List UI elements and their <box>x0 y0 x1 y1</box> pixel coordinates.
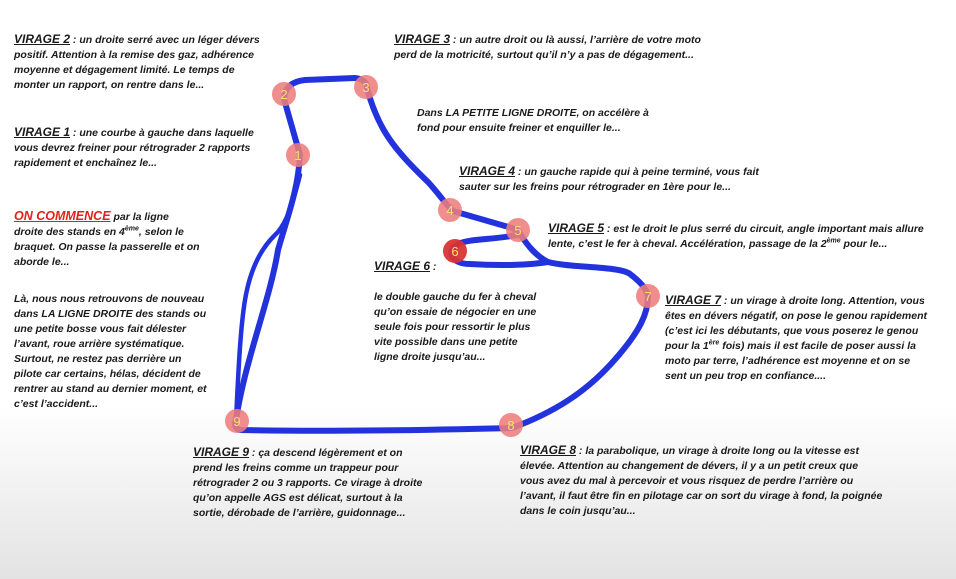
note-virage-5: VIRAGE 5 : est le droit le plus serré du circuit, angle important mais allure lente, c’est le fer à cheval. Accélération, passage de la 2ème pour le... <box>548 221 924 250</box>
note-virage-8: VIRAGE 8 : la parabolique, un virage à droite long ou la vitesse est élevée. Attention au changement de dévers, il y a un petit creux que vous avez du mal à percevoir et vous risquez de perdre l’arrière ou l’avant, il faut être fin en pilotage car on sort du virage à fond, la poignée dans le coin jusqu’au... <box>520 443 883 517</box>
note-title: ON COMMENCE <box>14 209 111 223</box>
note-title: VIRAGE 2 <box>14 32 71 46</box>
note-title: VIRAGE 6 <box>374 259 431 273</box>
corner-marker-3 <box>354 75 378 99</box>
note-virage-4: VIRAGE 4 : un gauche rapide qui à peine terminé, vous fait sauter sur les freins pour rétrograder en 1ère pour le... <box>459 164 759 193</box>
svg-text:1: 1 <box>294 148 302 163</box>
svg-text:3: 3 <box>362 80 370 95</box>
note-title: VIRAGE 1 <box>14 125 71 139</box>
note-start: ON COMMENCE par la ligne droite des stands en 4ème, selon le braquet. On passe la passerelle et on aborde le... <box>14 209 200 268</box>
note-title: VIRAGE 7 <box>665 293 722 307</box>
svg-text:5: 5 <box>514 223 522 238</box>
note-ligne-droite: Là, nous nous retrouvons de nouveau dans LA LIGNE DROITE des stands ou une petite bosse vous fait délester l’avant, roue arrière systématique. Surtout, ne restez pas derrière un pilote car certains, hélas, décident de rentrer au stand au dernier moment, et c’est l’accident... <box>14 293 207 410</box>
corner-marker-9 <box>225 409 249 433</box>
note-title: VIRAGE 8 <box>520 443 577 457</box>
corner-marker-2 <box>272 82 296 106</box>
note-virage-9: VIRAGE 9 : ça descend légèrement et on prend les freins comme un trappeur pour rétrograder 2 ou 3 rapports. Ce virage à droite qu’on appelle AGS est délicat, surtout à la sortie, dérobade de l’arrière, guidonnage... <box>193 445 423 519</box>
svg-text:6: 6 <box>451 244 459 259</box>
note-title: VIRAGE 5 <box>548 221 605 235</box>
svg-text:8: 8 <box>507 418 515 433</box>
corner-marker-5 <box>506 218 530 242</box>
svg-text:2: 2 <box>280 87 288 102</box>
svg-text:7: 7 <box>644 289 652 304</box>
note-title: VIRAGE 4 <box>459 164 516 178</box>
note-title: VIRAGE 3 <box>394 32 451 46</box>
svg-text:4: 4 <box>446 203 454 218</box>
corner-marker-8 <box>499 413 523 437</box>
note-virage-3: VIRAGE 3 : un autre droit ou là aussi, l’arrière de votre moto perd de la motricité, surtout qu’il n’y a pas de dégagement... <box>394 32 701 61</box>
note-petite-ligne-droite: Dans LA PETITE LIGNE DROITE, on accélère à fond pour ensuite freiner et enquiller le... <box>417 107 649 134</box>
note-virage-1: VIRAGE 1 : une courbe à gauche dans laquelle vous devrez freiner pour rétrograder 2 rapports rapidement et enchaînez le... <box>14 125 254 169</box>
note-virage-7: VIRAGE 7 : un virage à droite long. Attention, vous êtes en dévers négatif, on pose le genou rapidement (c’est ici les débutants, que vous poserez le genou pour la 1ère fois) mais il est facile de poser aussi la moto par terre, l’adhérence est moyenne et on se sent un peu trop en confiance.... <box>665 293 927 382</box>
note-title: VIRAGE 9 <box>193 445 250 459</box>
note-virage-2: VIRAGE 2 : un droite serré avec un léger dévers positif. Attention à la remise des gaz, adhérence moyenne et dégagement limité. Le temps de monter un rapport, on rentre dans le... <box>14 32 260 91</box>
corner-marker-7 <box>636 284 660 308</box>
svg-text:9: 9 <box>233 414 241 429</box>
corner-marker-1 <box>286 143 310 167</box>
corner-marker-4 <box>438 198 462 222</box>
note-virage-6: VIRAGE 6 : le double gauche du fer à cheval qu’on essaie de négocier en une seule fois pour ressortir le plus vite possible dans une petite ligne droite jusqu’au... <box>374 259 537 363</box>
